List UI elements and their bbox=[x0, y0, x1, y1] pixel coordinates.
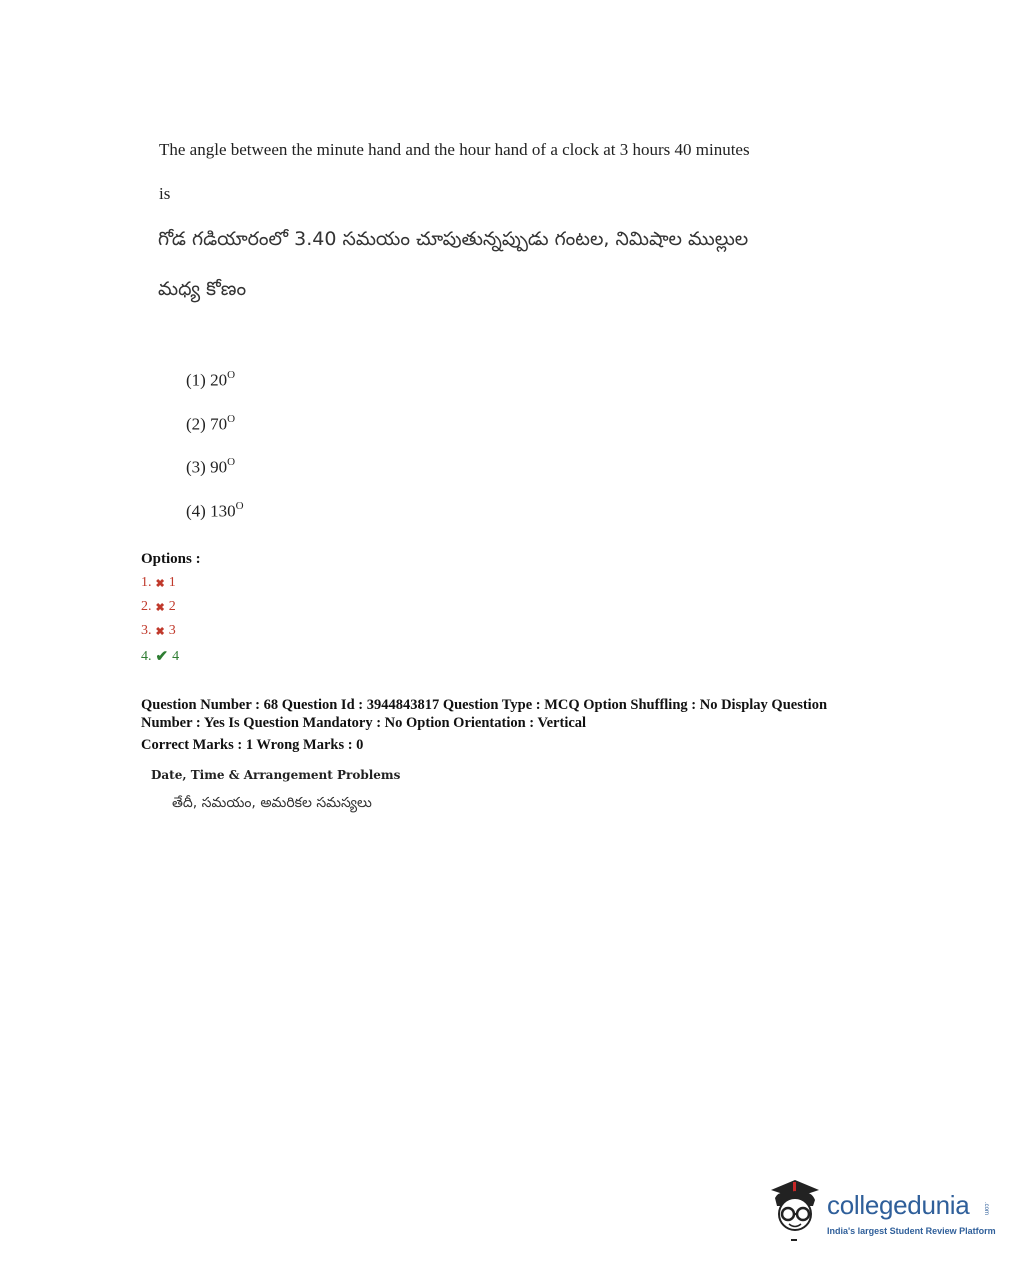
option-value: 3 bbox=[168, 623, 176, 638]
section-title-telugu: తేదీ, సమయం, అమరికల సమస్యలు bbox=[172, 795, 372, 811]
question-meta-line2: Number : Yes Is Question Mandatory : No Option Orientation : Vertical bbox=[141, 715, 587, 731]
logo-tagline: India's largest Student Review Platform bbox=[827, 1226, 996, 1236]
section-title-english: Date, Time & Arrangement Problems bbox=[151, 768, 401, 782]
collegedunia-logo bbox=[767, 1176, 997, 1246]
options-title: Options : bbox=[141, 551, 201, 567]
logo-name: collegedunia bbox=[827, 1190, 970, 1220]
option-value: 4 bbox=[172, 648, 180, 664]
option-value: 1 bbox=[168, 575, 176, 590]
option-number: 1. bbox=[141, 575, 152, 590]
answer-choice-2: (2) $70^O$ bbox=[186, 413, 236, 434]
option-row-3 bbox=[141, 623, 176, 639]
cross-icon: ✖ bbox=[155, 601, 165, 614]
question-marks: Correct Marks : 1 Wrong Marks : 0 bbox=[141, 737, 364, 753]
mascot-icon bbox=[767, 1176, 825, 1246]
option-number: 3. bbox=[141, 623, 152, 638]
cross-icon: ✖ bbox=[155, 625, 165, 638]
question-text-telugu-line1: గోడ గడియారంలో 3.40 సమయం చూపుతున్నప్పుడు గంటల, నిమిషాల ముల్లుల bbox=[158, 228, 749, 250]
answer-choice-4: (4) $130^O$ bbox=[186, 500, 244, 521]
question-meta-line1: Question Number : 68 Question Id : 3944843817 Question Type : MCQ Option Shuffling : No Display Question bbox=[141, 697, 828, 713]
option-row-1 bbox=[141, 575, 176, 591]
answer-choice-1: (1) $20^O$ bbox=[186, 369, 236, 390]
question-text-english-line1: The angle between the minute hand and the hour hand of a clock at 3 hours 40 minutes bbox=[159, 140, 750, 159]
cross-icon: ✖ bbox=[155, 577, 165, 590]
option-row-2 bbox=[141, 599, 176, 615]
check-icon: ✔ bbox=[155, 649, 169, 665]
question-text-english-line2: is bbox=[159, 184, 171, 203]
logo-com: .com bbox=[983, 1202, 989, 1216]
option-number: 2. bbox=[141, 599, 152, 614]
option-number: 4. bbox=[141, 648, 152, 664]
answer-choice-3: (3) $90^O$ bbox=[186, 456, 236, 477]
option-value: 2 bbox=[168, 599, 176, 614]
question-text-telugu-line2: మధ్య కోణం bbox=[158, 278, 247, 300]
option-row-4 bbox=[141, 647, 179, 666]
